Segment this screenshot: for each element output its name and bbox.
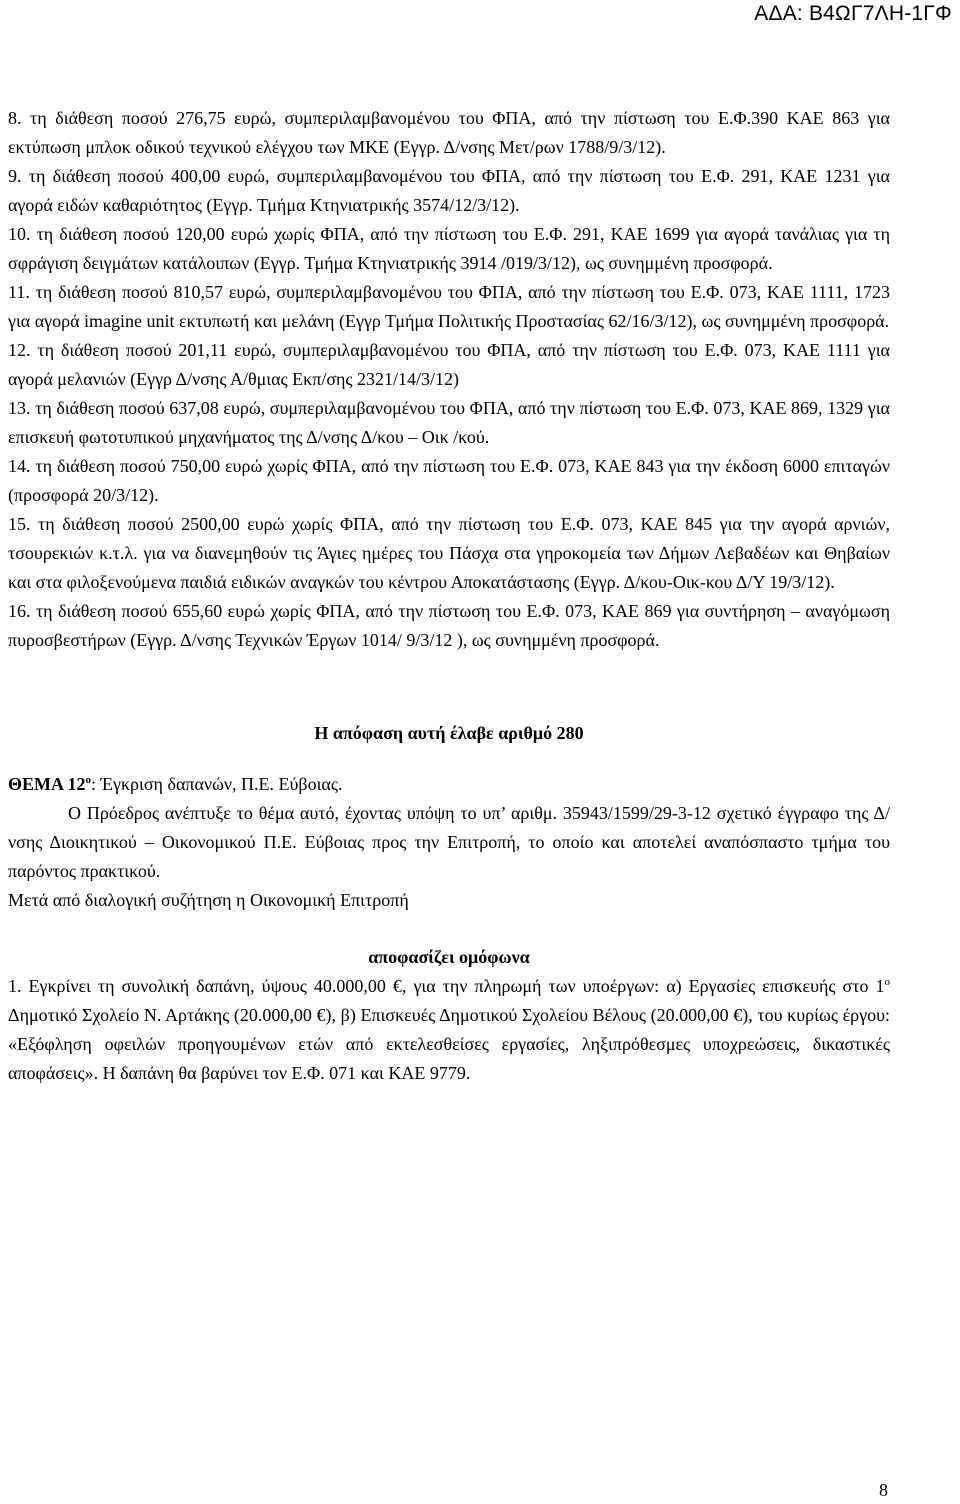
spacer — [8, 655, 890, 719]
page-number: 8 — [879, 1480, 888, 1500]
list-item-14: 14. τη διάθεση ποσού 750,00 ευρώ χωρίς ΦΠΑ, από την πίστωση του Ε.Φ. 073, ΚΑΕ 843 για την έκδοση 6000 επιταγών (προσφορά 20/3/12). — [8, 456, 890, 505]
theme-label: ΘΕΜΑ 12 — [8, 774, 86, 794]
resolves-heading: αποφασίζει ομόφωνα — [368, 947, 530, 967]
discussion-paragraph: Μετά από διαλογική συζήτηση η Οικονομική Επιτροπή — [8, 890, 409, 910]
list-item-10: 10. τη διάθεση ποσού 120,00 ευρώ χωρίς ΦΠΑ, από την πίστωση του Ε.Φ. 291, ΚΑΕ 1699 για αγορά τανάλιας για τη σφράγιση δειγμάτων κατάλοιπων (Εγγρ. Τμήμα Κτηνιατρικής 3914 /019/3/12), ως συνημμένη προσφορά. — [8, 224, 890, 273]
list-item-9: 9. τη διάθεση ποσού 400,00 ευρώ, συμπεριλαμβανομένου του ΦΠΑ, από την πίστωση του Ε.Φ. 291, ΚΑΕ 1231 για αγορά ειδών καθαριότητος (Εγγρ. Τμήμα Κτηνιατρικής 3574/12/3/12). — [8, 166, 890, 215]
list-item-16: 16. τη διάθεση ποσού 655,60 ευρώ χωρίς ΦΠΑ, από την πίστωση του Ε.Φ. 073, ΚΑΕ 869 για συντήρηση – αναγόμωση πυροσβεστήρων (Εγγρ. Δ/νσης Τεχνικών Έργων 1014/ 9/3/12 ), ως συνημμένη προσφορά. — [8, 601, 890, 650]
list-item-8: 8. τη διάθεση ποσού 276,75 ευρώ, συμπεριλαμβανομένου του ΦΠΑ, από την πίστωση του Ε.Φ.390 ΚΑΕ 863 για εκτύπωση μπλοκ οδικού τεχνικού ελέγχου των ΜΚΕ (Εγγρ. Δ/νσης Μετ/ρων 1788/9/3/12). — [8, 108, 890, 157]
list-item-11: 11. τη διάθεση ποσού 810,57 ευρώ, συμπεριλαμβανομένου του ΦΠΑ, από την πίστωση του Ε.Φ. 073, ΚΑΕ 1111, 1723 για αγορά imagine unit εκτυπωτή και μελάνη (Εγγρ Τμήμα Πολιτικής Προστασίας 62/16/3/12), ως συνημμένη προσφορά. — [8, 282, 890, 331]
resolution-paragraph — [8, 972, 890, 1088]
spacer — [8, 915, 890, 943]
theme-heading — [8, 770, 890, 799]
document-body — [8, 104, 890, 1088]
theme-ordinal: ο — [85, 774, 92, 786]
resolution-part2: Δημοτικό Σχολείο Ν. Αρτάκης (20.000,00 €), β) Επισκευές Δημοτικού Σχολείου Βέλους (20.000,00 €), του κυρίως έργου: «Εξόφληση οφειλών προηγουμένων ετών από εκτελεσθείσες εργασίες, ληξιπρόθεσμες υποχρεώσεις, δικαστικές αποφάσεις». Η δαπάνη θα βαρύνει τον Ε.Φ. 071 και ΚΑΕ 9779. — [8, 1005, 890, 1083]
resolution-part1: 1. Εγκρίνει τη συνολική δαπάνη, ύψους 40.000,00 €, για την πληρωμή των υποέργων: α) Εργασίες επισκευής στο 1 — [8, 976, 885, 996]
list-item-12: 12. τη διάθεση ποσού 201,11 ευρώ, συμπεριλαμβανομένου του ΦΠΑ, από την πίστωση του Ε.Φ. 073, ΚΑΕ 1111 για αγορά μελανιών (Εγγρ Δ/νσης Α/θμιας Εκπ/σης 2321/14/3/12) — [8, 340, 890, 389]
theme-title: : Έγκριση δαπανών, Π.Ε. Εύβοιας. — [91, 774, 343, 794]
list-item-13: 13. τη διάθεση ποσού 637,08 ευρώ, συμπεριλαμβανομένου του ΦΠΑ, από την πίστωση του Ε.Φ. 073, ΚΑΕ 869, 1329 για επισκευή φωτοτυπικού μηχανήματος της Δ/νσης Δ/κου – Οικ /κού. — [8, 398, 890, 447]
ada-code: ΑΔΑ: Β4ΩΓ7ΛΗ-1ΓΦ — [754, 2, 952, 25]
decision-number: Η απόφαση αυτή έλαβε αριθμό 280 — [314, 723, 584, 743]
list-item-15: 15. τη διάθεση ποσού 2500,00 ευρώ χωρίς ΦΠΑ, από την πίστωση του Ε.Φ. 073, ΚΑΕ 845 για την αγορά αρνιών, τσουρεκιών κ.τ.λ. για να διανεμηθούν τις Άγιες ημέρες του Πάσχα στα γηροκομεία των Δήμων Λεβαδέων και Θηβαίων και στα φιλοξενούμενα παιδιά ειδικών αναγκών του κέντρου Αποκατάστασης (Εγγρ. Δ/κου-Οικ-κου Δ/Υ 19/3/12). — [8, 514, 890, 592]
resolution-ordinal: ο — [884, 976, 890, 988]
intro-paragraph: Ο Πρόεδρος ανέπτυξε το θέμα αυτό, έχοντας υπόψη το υπ’ αριθμ. 35943/1599/29-3-12 σχετικό έγγραφο της Δ/νσης Διοικητικού – Οικονομικού Π.Ε. Εύβοιας προς την Επιτροπή, το οποίο και αποτελεί αναπόσπαστο τμήμα του παρόντος πρακτικού. — [8, 803, 890, 881]
